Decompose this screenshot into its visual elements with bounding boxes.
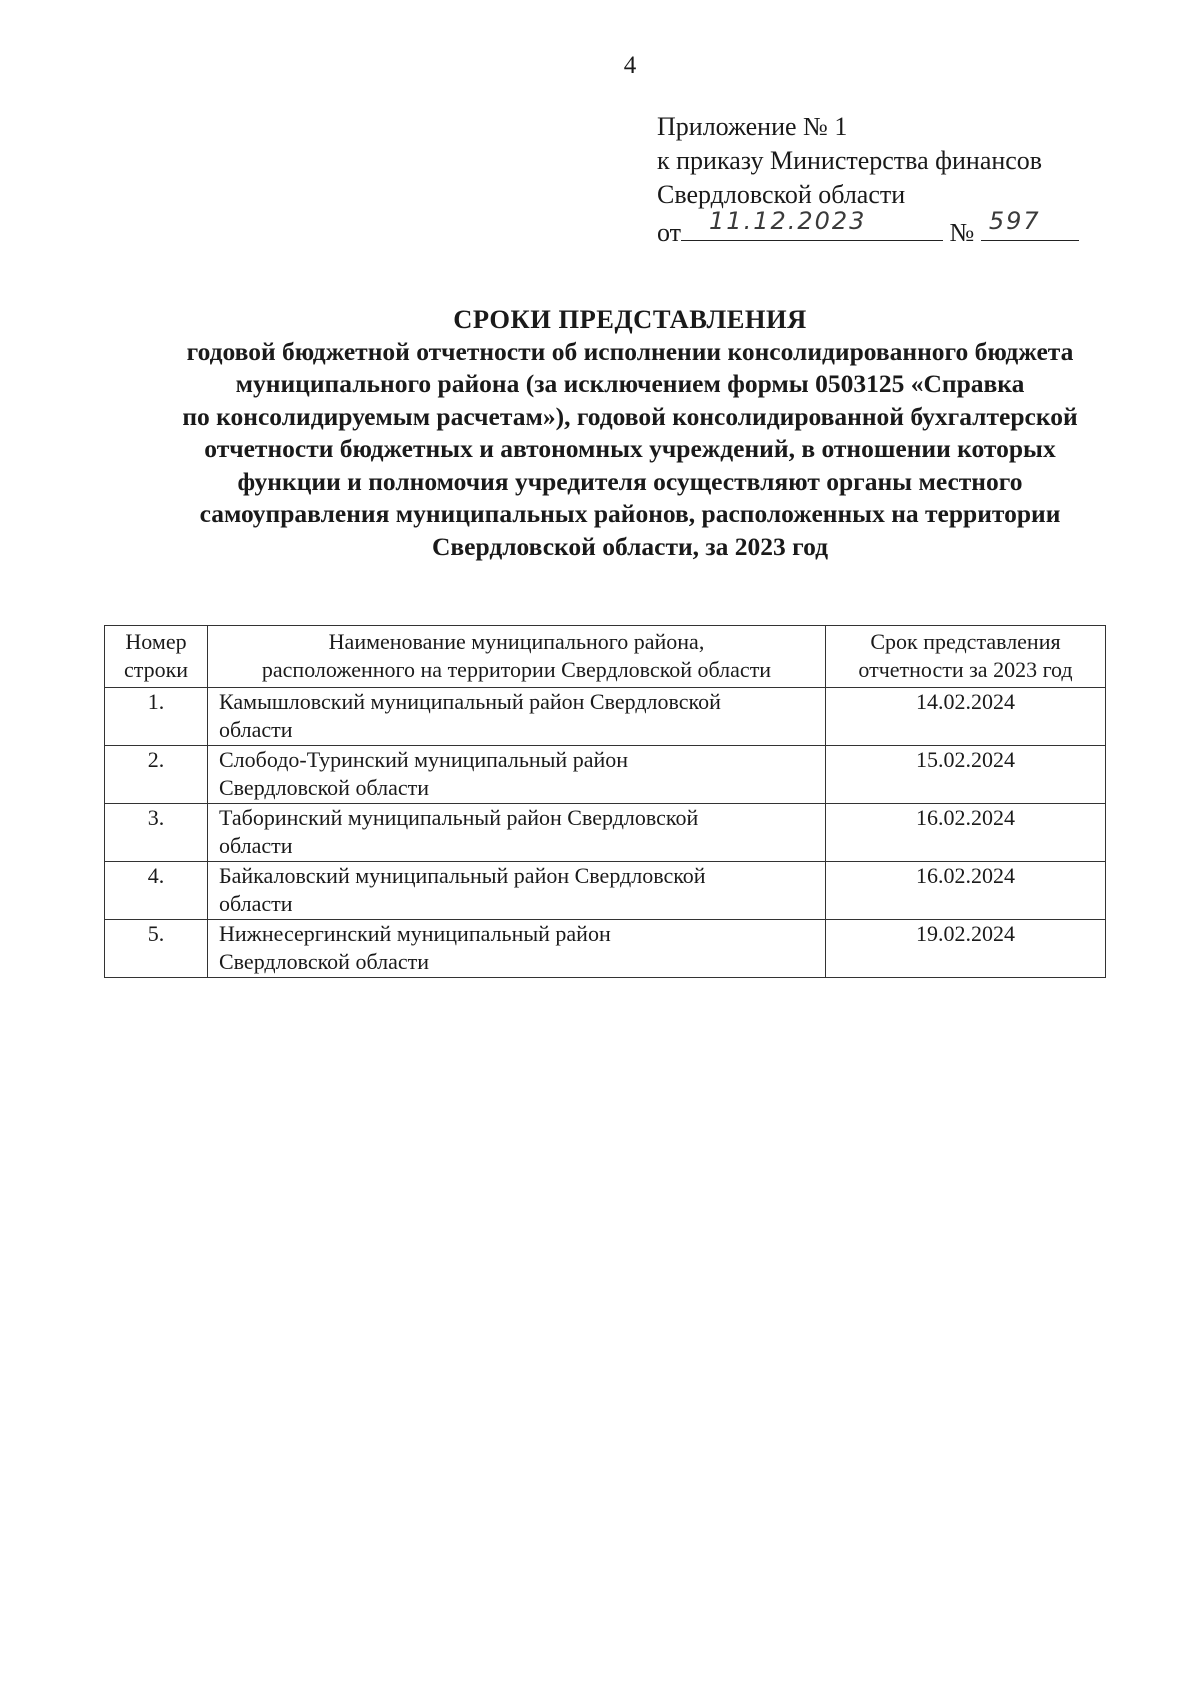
number-field [981, 207, 1079, 241]
table-header-row [105, 626, 1106, 688]
appendix-region: Свердловской области [657, 180, 906, 209]
header-row-number [105, 626, 208, 688]
date-field [681, 207, 943, 241]
appendix-header [657, 110, 1079, 250]
district-name [208, 746, 826, 804]
title-line: муниципального района (за исключением формы 0503125 «Справка [235, 369, 1025, 398]
district-name-line: Слободо-Туринский муниципальный район [219, 747, 629, 772]
district-name-line: Байкаловский муниципальный район Свердловской [219, 863, 706, 888]
district-name-line: области [219, 891, 293, 916]
deadlines-table [104, 625, 1106, 978]
title-line: по консолидируемым расчетам»), годовой консолидированной бухгалтерской [182, 401, 1078, 431]
title-line: годовой бюджетной отчетности об исполнении консолидированного бюджета [186, 336, 1074, 366]
district-name-line: Свердловской области [219, 949, 429, 974]
deadline-date: 19.02.2024 [826, 920, 1106, 978]
row-number: 4. [105, 862, 208, 920]
appendix-title: Приложение № 1 [657, 112, 848, 141]
header-text: Номер [125, 629, 187, 654]
district-name-line: Таборинский муниципальный район Свердловской [219, 805, 699, 830]
header-text: Срок представления [870, 629, 1061, 654]
district-name [208, 804, 826, 862]
district-name-line: Свердловской области [219, 775, 429, 800]
district-name-line: Камышловский муниципальный район Свердловской [219, 689, 721, 714]
handwritten-number: 597 [988, 207, 1041, 235]
table-row [105, 920, 1106, 978]
header-text: Наименование муниципального района, [328, 629, 705, 654]
row-number: 1. [105, 688, 208, 746]
page-number: 4 [623, 52, 637, 79]
title-line: отчетности бюджетных и автономных учреждений, в отношении которых [204, 434, 1056, 463]
row-number: 2. [105, 746, 208, 804]
title-line: Свердловской области, за 2023 год [431, 531, 829, 561]
from-label: от [657, 218, 682, 247]
document-title [100, 303, 1160, 563]
table-row [105, 688, 1106, 746]
district-name-line: Нижнесергинский муниципальный район [219, 921, 611, 946]
table-row [105, 804, 1106, 862]
table-row [105, 746, 1106, 804]
header-district-name [208, 626, 826, 688]
header-deadline [826, 626, 1106, 688]
deadline-date: 15.02.2024 [826, 746, 1106, 804]
appendix-order-reference: к приказу Министерства финансов [657, 146, 1043, 175]
deadline-date: 14.02.2024 [826, 688, 1106, 746]
district-name [208, 920, 826, 978]
table-row [105, 862, 1106, 920]
title-line: самоуправления муниципальных районов, расположенных на территории [199, 499, 1061, 528]
district-name-line: области [219, 717, 293, 742]
number-label: № [949, 218, 975, 247]
header-text: строки [123, 657, 189, 682]
handwritten-date: 11.12.2023 [709, 207, 867, 235]
deadline-date: 16.02.2024 [826, 862, 1106, 920]
district-name [208, 862, 826, 920]
title-main: СРОКИ ПРЕДСТАВЛЕНИЯ [453, 304, 807, 334]
district-name-line: области [219, 833, 293, 858]
deadline-date: 16.02.2024 [826, 804, 1106, 862]
header-text: отчетности за 2023 год [858, 657, 1073, 682]
appendix-date-number-line [657, 207, 1079, 250]
header-text: расположенного на территории Свердловской области [261, 657, 772, 682]
row-number: 3. [105, 804, 208, 862]
district-name [208, 688, 826, 746]
title-line: функции и полномочия учредителя осуществляют органы местного [237, 466, 1023, 496]
row-number: 5. [105, 920, 208, 978]
